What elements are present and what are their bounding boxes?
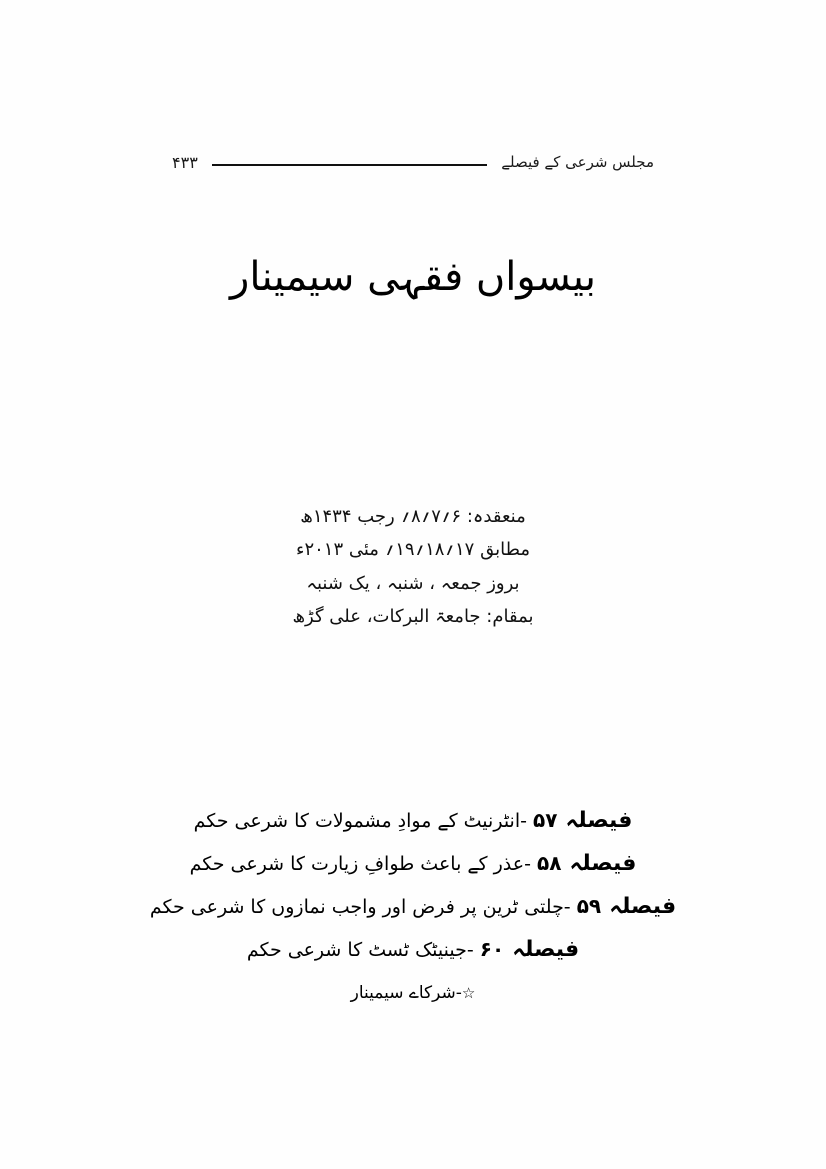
meta-line-gregorian-date: مطابق ۱۷؍۱۸؍۱۹؍ مئی ۲۰۱۳ء: [296, 539, 530, 561]
meta-line-hijri-date: منعقدہ: ۶؍۷؍۸؍ رجب ۱۴۳۴ھ: [300, 506, 526, 527]
decision-text: -جینیٹک ٹسٹ کا شرعی حکم: [246, 938, 474, 961]
decision-number: ۶۰: [479, 936, 505, 961]
participants-note: [0, 982, 826, 1003]
decision-number: ۵۷: [533, 808, 558, 832]
list-item: [0, 929, 826, 972]
star-icon: ☆: [461, 983, 476, 1002]
decision-label: فیصلہ: [609, 893, 677, 919]
page-number: ۴۳۳: [172, 153, 198, 172]
decision-label: فیصلہ: [512, 936, 580, 962]
decision-text: -چلتی ٹرین پر فرض اور واجب نمازوں کا شرعی حکم: [149, 895, 571, 918]
meta-line-venue: بمقام: جامعۃ البرکات، علی گڑھ: [292, 605, 534, 627]
meta-line-weekdays: بروز جمعہ ، شنبہ ، یک شنبہ: [306, 572, 520, 594]
decision-label: فیصلہ: [565, 808, 633, 833]
list-item: [0, 886, 826, 929]
seminar-meta: [0, 500, 826, 633]
decisions-list: [0, 800, 826, 1003]
list-item: [0, 800, 826, 843]
participants-note-label: -شرکاے سیمینار: [350, 982, 462, 1003]
decision-label: فیصلہ: [569, 850, 637, 876]
decision-number: ۵۹: [576, 893, 602, 918]
decision-text: -انٹرنیٹ کے موادِ مشمولات کا شرعی حکم: [193, 810, 527, 832]
list-item: [0, 843, 826, 886]
header-book-title: مجلس شرعی کے فیصلے: [501, 153, 654, 171]
decision-text: -عذر کے باعث طوافِ زیارت کا شرعی حکم: [189, 852, 531, 875]
header-divider: [212, 164, 487, 166]
page-title: بیسواں فقہی سیمینار: [230, 254, 596, 300]
page-header: [172, 140, 654, 174]
decision-number: ۵۸: [537, 850, 562, 875]
